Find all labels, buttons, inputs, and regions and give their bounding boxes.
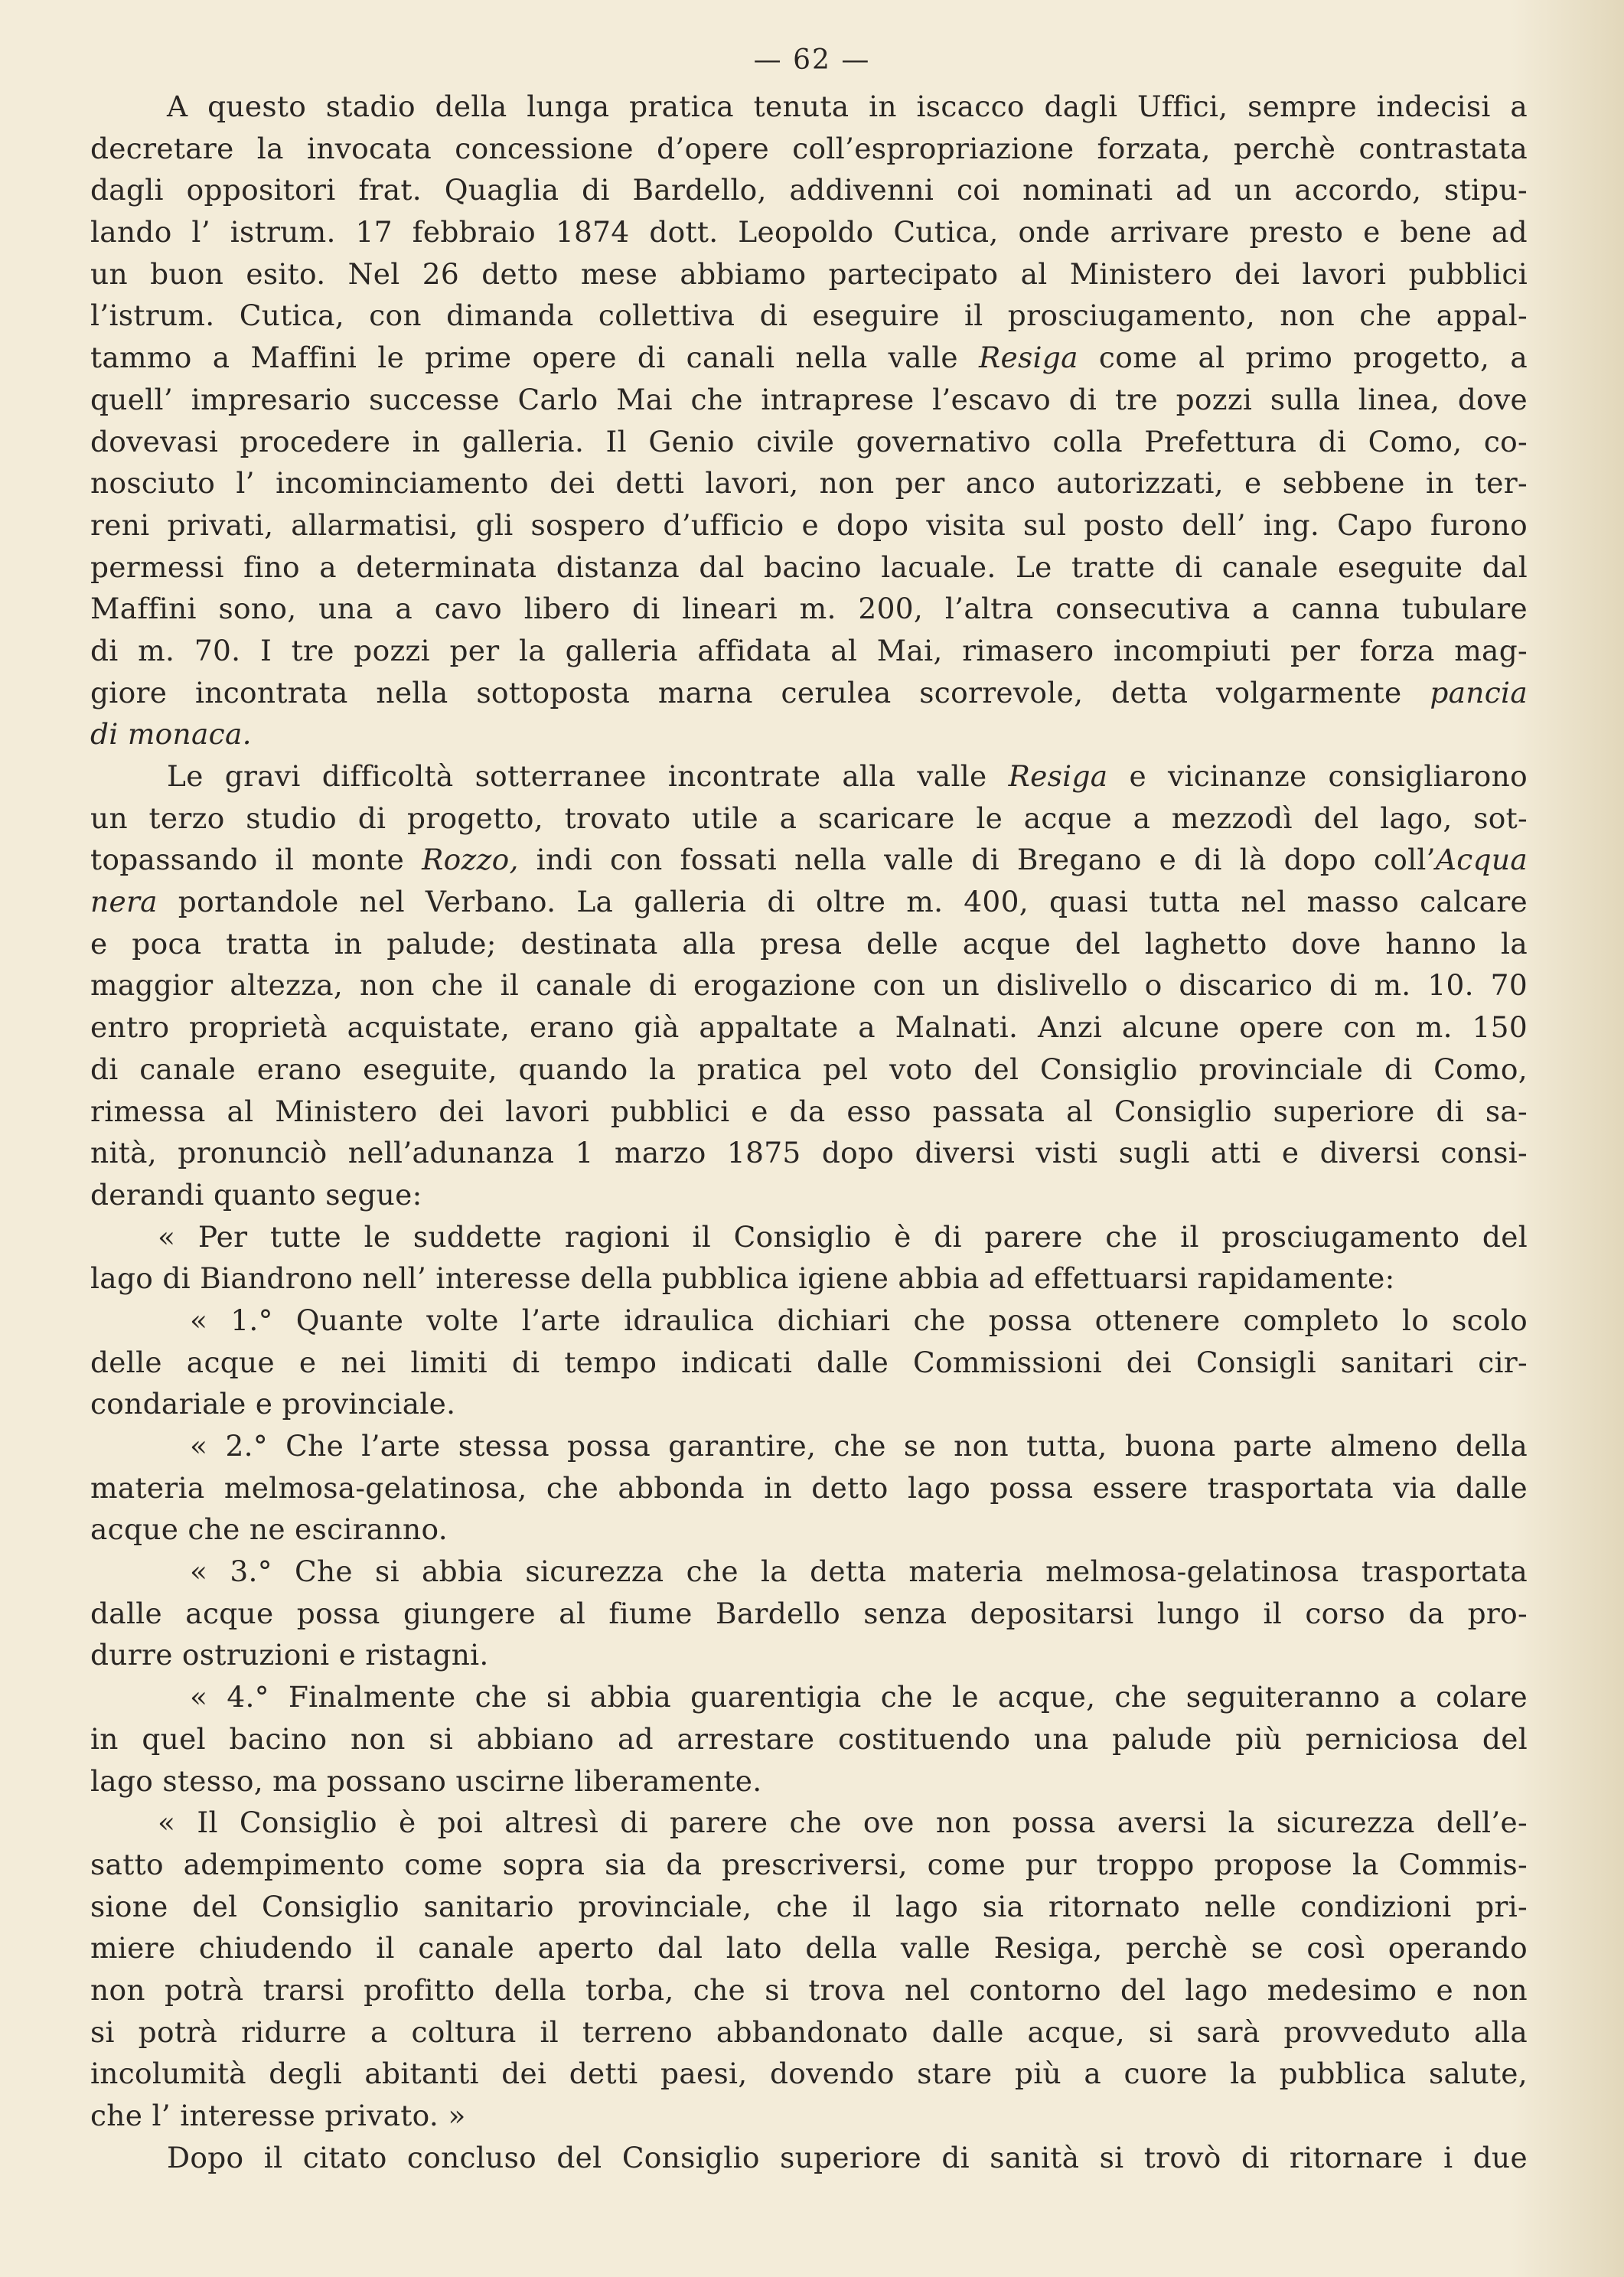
- text-line: [90, 2053, 1528, 2095]
- text-line: [90, 1676, 1528, 1718]
- text-run: « 3.° Che si abbia sicurezza che la detta materia melmosa-gelatinosa trasportata: [190, 1554, 1528, 1589]
- text-line: [90, 672, 1528, 714]
- text-run: « 4.° Finalmente che si abbia guarentigia che le acque, che seguiteranno a colare: [190, 1680, 1528, 1714]
- text-run: non potrà trarsi profitto della torba, che si trova nel contorno del lago medesimo e non: [90, 1972, 1528, 2007]
- text-line: [90, 1258, 1528, 1300]
- text-run: nosciuto l’ incominciamento dei detti lavori, non per anco autorizzati, e sebbene in ter-: [90, 466, 1528, 501]
- text-run: tammo a Maffini le prime opere di canali nella valle: [90, 341, 979, 375]
- text-run: reni privati, allarmatisi, gli sospero d’ufficio e dopo visita sul posto dell’ ing. Capo furono: [90, 507, 1528, 542]
- text-line: [90, 1300, 1528, 1342]
- text-run: l’istrum. Cutica, con dimanda collettiva di eseguire il prosciugamento, non che appal-: [90, 298, 1528, 333]
- text-run: dalle acque possa giungere al fiume Bardello senza depositarsi lungo il corso da pro-: [90, 1596, 1528, 1630]
- text-line: [90, 1342, 1528, 1384]
- text-line: [90, 1551, 1528, 1593]
- text-line: [90, 755, 1528, 798]
- text-line: [90, 1174, 1528, 1216]
- text-run: « Il Consiglio è poi altresì di parere che ove non possa aversi la sicurezza dell’e-: [158, 1806, 1528, 1840]
- text-line: [90, 1509, 1528, 1551]
- text-line: [90, 1760, 1528, 1802]
- italic-term: Resiga: [1008, 759, 1108, 793]
- text-run: nità, pronunciò nell’adunanza 1 marzo 1875 dopo diversi visti sugli atti e diversi consi-: [90, 1136, 1528, 1170]
- text-line: [90, 1425, 1528, 1467]
- text-run: dovevasi procedere in galleria. Il Genio civile governativo colla Prefettura di Como, co-: [90, 424, 1528, 458]
- text-run: maggior altezza, non che il canale di erogazione con un dislivello o discarico di m. 10. 70: [90, 968, 1528, 1003]
- text-line: [90, 1091, 1528, 1133]
- text-line: [90, 1718, 1528, 1760]
- text-line: [90, 1593, 1528, 1635]
- text-line: [90, 1844, 1528, 1886]
- text-line: [90, 588, 1528, 630]
- text-line: [90, 1886, 1528, 1928]
- text-run: A questo stadio della lunga pratica tenuta in iscacco dagli Uffici, sempre indecisi a: [167, 90, 1528, 123]
- text-run: lago di Biandrono nell’ interesse della pubblica igiene abbia ad effettuarsi rapidamente:: [90, 1261, 1395, 1296]
- text-run: decretare la invocata concessione d’opere coll’espropriazione forzata, perchè contrastata: [90, 131, 1528, 165]
- text-run: di canale erano eseguite, quando la pratica pel voto del Consiglio provinciale di Como,: [90, 1052, 1528, 1086]
- text-line: [90, 713, 1528, 755]
- italic-term: di monaca.: [90, 717, 252, 752]
- text-run: di m. 70. I tre pozzi per la galleria affidata al Mai, rimasero incompiuti per forza mag-: [90, 633, 1528, 667]
- text-run: in quel bacino non si abbiano ad arrestare costituendo una palude più perniciosa del: [90, 1721, 1528, 1756]
- text-run: permessi fino a determinata distanza dal bacino lacuale. Le tratte di canale eseguite dal: [90, 550, 1528, 584]
- text-line: [90, 421, 1528, 463]
- text-run: materia melmosa-gelatinosa, che abbonda in detto lago possa essere trasportata via dalle: [90, 1470, 1528, 1505]
- text-line: [90, 1383, 1528, 1425]
- text-run: quell’ impresario successe Carlo Mai che intraprese l’escavo di tre pozzi sulla linea, dove: [90, 382, 1528, 416]
- text-line: [90, 2011, 1528, 2054]
- text-line: [90, 169, 1528, 211]
- text-run: indi con fossati nella valle di Bregano e di là dopo coll’: [518, 843, 1436, 877]
- text-line: [90, 462, 1528, 504]
- text-line: [90, 1006, 1528, 1049]
- body-text: [90, 86, 1528, 2178]
- italic-term: nera: [90, 885, 158, 919]
- text-run: un buon esito. Nel 26 detto mese abbiamo partecipato al Ministero dei lavori pubblici: [90, 256, 1528, 291]
- text-line: [90, 923, 1528, 965]
- text-run: « Per tutte le suddette ragioni il Consiglio è di parere che il prosciugamento del: [158, 1219, 1528, 1254]
- italic-term: Acqua: [1435, 843, 1528, 877]
- text-run: derandi quanto segue:: [90, 1177, 422, 1212]
- text-line: [90, 253, 1528, 295]
- text-line: [90, 337, 1528, 379]
- text-line: [90, 504, 1528, 546]
- text-line: [90, 1969, 1528, 2011]
- text-line: [90, 86, 1528, 128]
- text-run: si potrà ridurre a coltura il terreno abbandonato dalle acque, si sarà provveduto alla: [90, 2014, 1528, 2049]
- text-run: un terzo studio di progetto, trovato utile a scaricare le acque a mezzodì del lago, sot-: [90, 801, 1528, 835]
- text-line: [90, 2095, 1528, 2137]
- text-run: rimessa al Ministero dei lavori pubblici e da esso passata al Consiglio superiore di sa-: [90, 1094, 1528, 1128]
- text-run: « 2.° Che l’arte stessa possa garantire, che se non tutta, buona parte almeno della: [190, 1429, 1528, 1463]
- italic-term: Rozzo,: [422, 843, 519, 877]
- text-run: topassando il monte: [90, 843, 422, 877]
- text-line: [90, 295, 1528, 337]
- text-line: [90, 1132, 1528, 1174]
- text-run: incolumità degli abitanti dei detti paesi, dovendo stare più a cuore la pubblica salute,: [90, 2057, 1528, 2091]
- text-run: lago stesso, ma possano uscirne liberamente.: [90, 1763, 762, 1798]
- text-run: entro proprietà acquistate, erano già appaltate a Malnati. Anzi alcune opere con m. 150: [90, 1010, 1528, 1045]
- text-line: [90, 630, 1528, 672]
- text-run: « 1.° Quante volte l’arte idraulica dichiari che possa ottenere completo lo scolo: [190, 1303, 1528, 1337]
- text-run: che l’ interesse privato. »: [90, 2099, 466, 2132]
- text-line: [90, 379, 1528, 421]
- text-run: e poca tratta in palude; destinata alla presa delle acque del laghetto dove hanno la: [90, 926, 1528, 961]
- text-run: condariale e provinciale.: [90, 1387, 456, 1421]
- italic-term: Resiga: [978, 341, 1078, 375]
- text-run: acque che ne esciranno.: [90, 1512, 448, 1547]
- text-line: [90, 546, 1528, 589]
- text-run: e vicinanze consigliarono: [1107, 759, 1528, 793]
- text-line: [90, 1634, 1528, 1676]
- italic-term: pancia: [1430, 675, 1528, 710]
- text-run: miere chiudendo il canale aperto dal lato della valle Resiga, perchè se così operando: [90, 1931, 1528, 1965]
- text-run: lando l’ istrum. 17 febbraio 1874 dott. Leopoldo Cutica, onde arrivare presto e bene ad: [90, 215, 1528, 250]
- text-run: sione del Consiglio sanitario provinciale, che il lago sia ritornato nelle condizioni pri-: [90, 1889, 1528, 1923]
- text-run: delle acque e nei limiti di tempo indicati dalle Commissioni dei Consigli sanitari cir-: [90, 1345, 1528, 1379]
- text-line: [90, 1802, 1528, 1844]
- text-run: Le gravi difficoltà sotterranee incontrate alla valle: [167, 759, 1009, 793]
- text-run: portandole nel Verbano. La galleria di oltre m. 400, quasi tutta nel masso calcare: [157, 885, 1528, 919]
- text-line: [90, 1467, 1528, 1509]
- text-line: [90, 839, 1528, 881]
- text-run: Maffini sono, una a cavo libero di lineari m. 200, l’altra consecutiva a canna tubulare: [90, 592, 1528, 626]
- text-line: [90, 798, 1528, 840]
- text-line: [90, 1216, 1528, 1258]
- text-line: [90, 128, 1528, 170]
- text-run: Dopo il citato concluso del Consiglio superiore di sanità si trovò di ritornare i due: [167, 2140, 1528, 2174]
- page-number: — 62 —: [753, 44, 871, 76]
- text-run: durre ostruzioni e ristagni.: [90, 1638, 489, 1672]
- text-line: [90, 881, 1528, 923]
- text-run: come al primo progetto, a: [1078, 341, 1528, 375]
- text-line: [90, 211, 1528, 253]
- text-run: giore incontrata nella sottoposta marna cerulea scorrevole, detta volgarmente: [90, 675, 1430, 710]
- text-run: satto adempimento come sopra sia da prescriversi, come pur troppo propose la Commis-: [90, 1847, 1528, 1881]
- text-line: [90, 964, 1528, 1006]
- text-line: [90, 1049, 1528, 1091]
- text-run: dagli oppositori frat. Quaglia di Bardello, addivenni coi nominati ad un accordo, stipu-: [90, 173, 1528, 207]
- text-line: [90, 1927, 1528, 1969]
- text-line: [90, 2137, 1528, 2179]
